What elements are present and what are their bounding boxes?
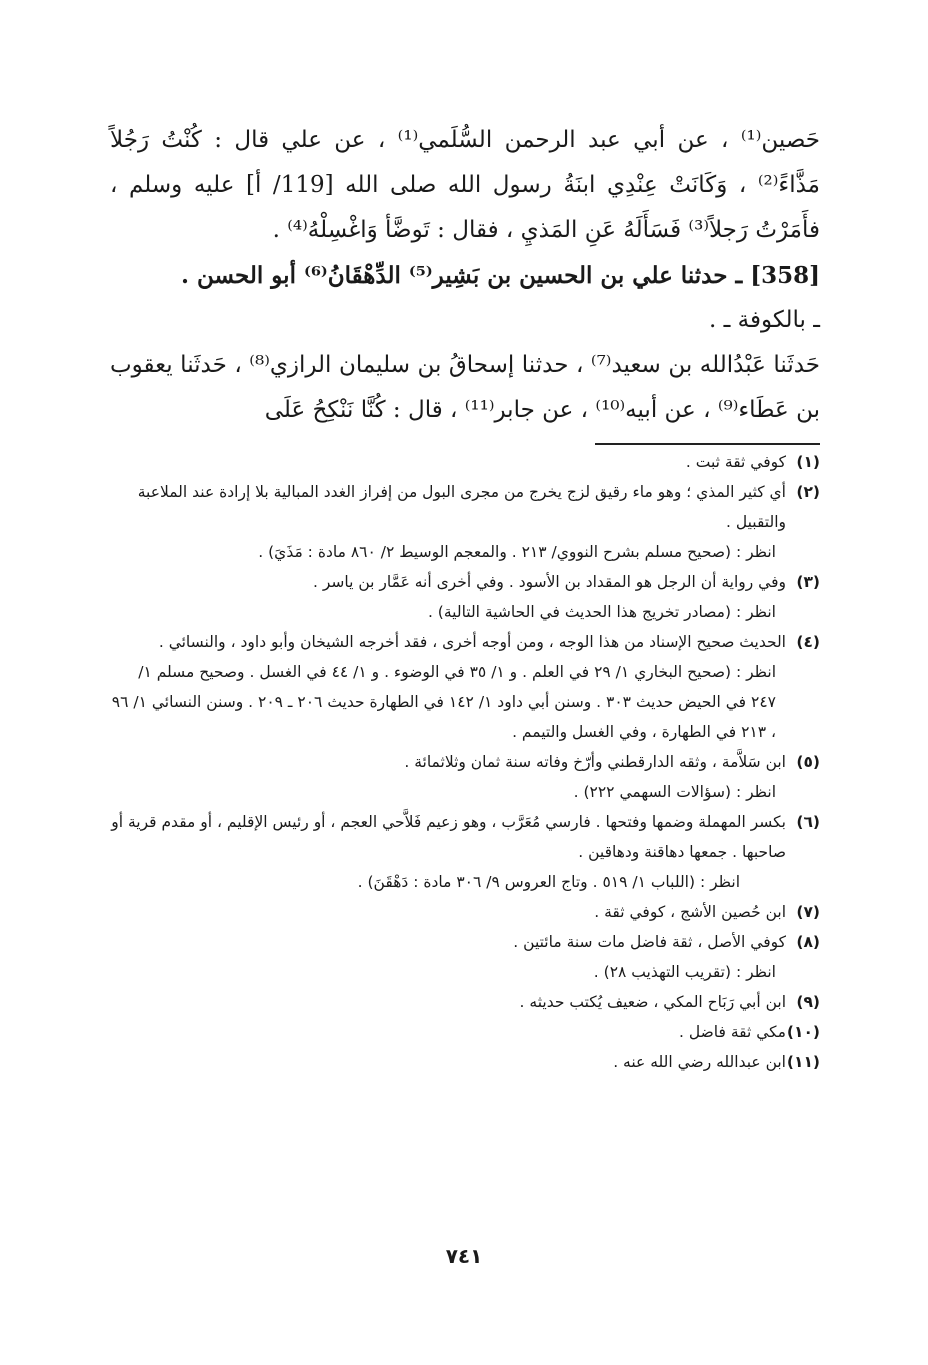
footnote — [110, 987, 820, 1017]
footnote-separator — [595, 443, 820, 445]
footnote — [110, 447, 820, 477]
footnote-number: (٣) — [796, 573, 820, 591]
hadith-isnad: حَدثَنا عَبْدُالله بن سعيد⁽⁷⁾ ، حدثنا إسحاقُ بن سليمان الرازي⁽⁸⁾ ، حَدثَنا يعقوب بن عَطَاء⁽⁹⁾ ، عن أبيه⁽¹⁰⁾ ، عن جابر⁽¹¹⁾ ، قال : كُنَّا نَنْكِحُ عَلَى — [110, 352, 821, 423]
footnote-number: (١١) — [786, 1053, 820, 1071]
footnote-number: (٦) — [796, 813, 820, 831]
footnote-number: (٤) — [796, 633, 820, 651]
footnote-text: مكي ثقة فاضل . — [679, 1023, 786, 1041]
footnote-reference: انظر : (تقريب التهذيب ٢٨) . — [593, 963, 776, 981]
footnote-reference: انظر : (سؤالات السهمي ٢٢٢) . — [573, 783, 776, 801]
page-content — [110, 118, 820, 1077]
footnote-reference: انظر : (صحيح البخاري ١/ ٢٩ في العلم . و ١/ ٣٥ في الوضوء . و ١/ ٤٤ في الغسل . وصحيح مسلم ١/ ٢٤٧ في الحيض حديث ٣٠٣ . وسنن أبي داود ١/ ١٤٢ في الطهارة حديث ٢٠٦ ـ ٢٠٩ . وسنن النسائي ١/ ٩٦ ، ٢١٣ في الطهارة ، وفي الغسل والتيمم . — [111, 663, 776, 741]
footnote-text: وفي رواية أن الرجل هو المقداد بن الأسود . وفي أخرى أنه عَمَّار بن ياسر . — [313, 573, 786, 591]
footnote-number: (١٠) — [786, 1023, 820, 1041]
footnote — [110, 1017, 820, 1047]
footnote — [110, 747, 820, 777]
footnote-text: ابن أبي رَبَاح المكي ، ضعيف يُكتب حديثه . — [519, 993, 786, 1011]
hadith-location: ـ بالكوفة ـ . — [708, 307, 820, 333]
hadith-heading: [358] ـ حدثنا علي بن الحسين بن بَشِير⁽⁵⁾ الدِّهْقَانُ⁽⁶⁾ أبو الحسن . — [181, 262, 820, 289]
footnote-number: (٧) — [796, 903, 820, 921]
footnote — [110, 897, 820, 927]
footnote — [110, 927, 820, 957]
main-text — [110, 118, 820, 433]
hadith-continuation: حَصين⁽¹⁾ ، عن أبي عبد الرحمن السُّلَمي⁽¹⁾ ، عن علي قال : كُنْتُ رَجُلاً مَذَّاءً⁽²⁾ ، وَكَانَتْ عِنْدِي ابنَةُ رسول الله صلى الله [119/ أ] عليه وسلم ، فأَمَرْتُ رَجلاً⁽³⁾ فَسَأَلَهُ عَنِ المَذيِ ، فقال : تَوضَّأ وَاغْسِلْهُ⁽⁴⁾ . — [110, 127, 820, 243]
footnote-text: كوفي الأصل ، ثقة فاضل مات سنة مائتين . — [513, 933, 786, 951]
footnote-reference: انظر : (اللباب ١/ ٥١٩ . وتاج العروس ٩/ ٣٠٦ مادة : دَهْقَنَ) . — [357, 873, 740, 891]
footnote — [110, 807, 820, 867]
footnote-text: بكسر المهملة وضمها وفتحها . فارسي مُعَرَّب ، وهو زعيم فَلاَّحي العجم ، أو رئيس الإقليم ، أو مقدم قرية أو صاحبها . جمعها دهاقنة ودهاقين . — [111, 813, 786, 861]
footnote-text: كوفي ثقة ثبت . — [685, 453, 786, 471]
footnote-number: (١) — [796, 453, 820, 471]
footnote-reference: انظر : (صحيح مسلم بشرح النووي/ ٢١٣ . والمعجم الوسيط ٢/ ٨٦٠ مادة : مَذَيَ) . — [258, 543, 776, 561]
footnote-number: (٨) — [796, 933, 820, 951]
footnotes — [110, 447, 820, 1077]
page-number: ٧٤١ — [445, 1244, 483, 1268]
footnote-number: (٥) — [796, 753, 820, 771]
footnote-text: ابن عبدالله رضي الله عنه . — [613, 1053, 786, 1071]
footnote-number: (٢) — [796, 483, 820, 501]
footnote-number: (٩) — [796, 993, 820, 1011]
footnote-text: ابن حُصين الأشج ، كوفي ثقة . — [594, 903, 786, 921]
footnote — [110, 1047, 820, 1077]
footnote — [110, 627, 820, 657]
footnote — [110, 477, 820, 537]
footnote-text: أي كثير المذي ؛ وهو ماء رقيق لزج يخرج من مجرى البول من إفراز الغدد المبالية بلا إرادة عند الملاعبة والتقبيل . — [137, 483, 786, 531]
footnote-text: الحديث صحيح الإسناد من هذا الوجه ، ومن أوجه أخرى ، فقد أخرجه الشيخان وأبو داود ، والنسائي . — [158, 633, 786, 651]
footnote-reference: انظر : (مصادر تخريج هذا الحديث في الحاشية التالية) . — [427, 603, 776, 621]
footnote-text: ابن سَلاَّمة ، وثقه الدارقطني وأرّخ وفاته سنة ثمان وثلاثمائة . — [404, 753, 786, 771]
footnote — [110, 567, 820, 597]
